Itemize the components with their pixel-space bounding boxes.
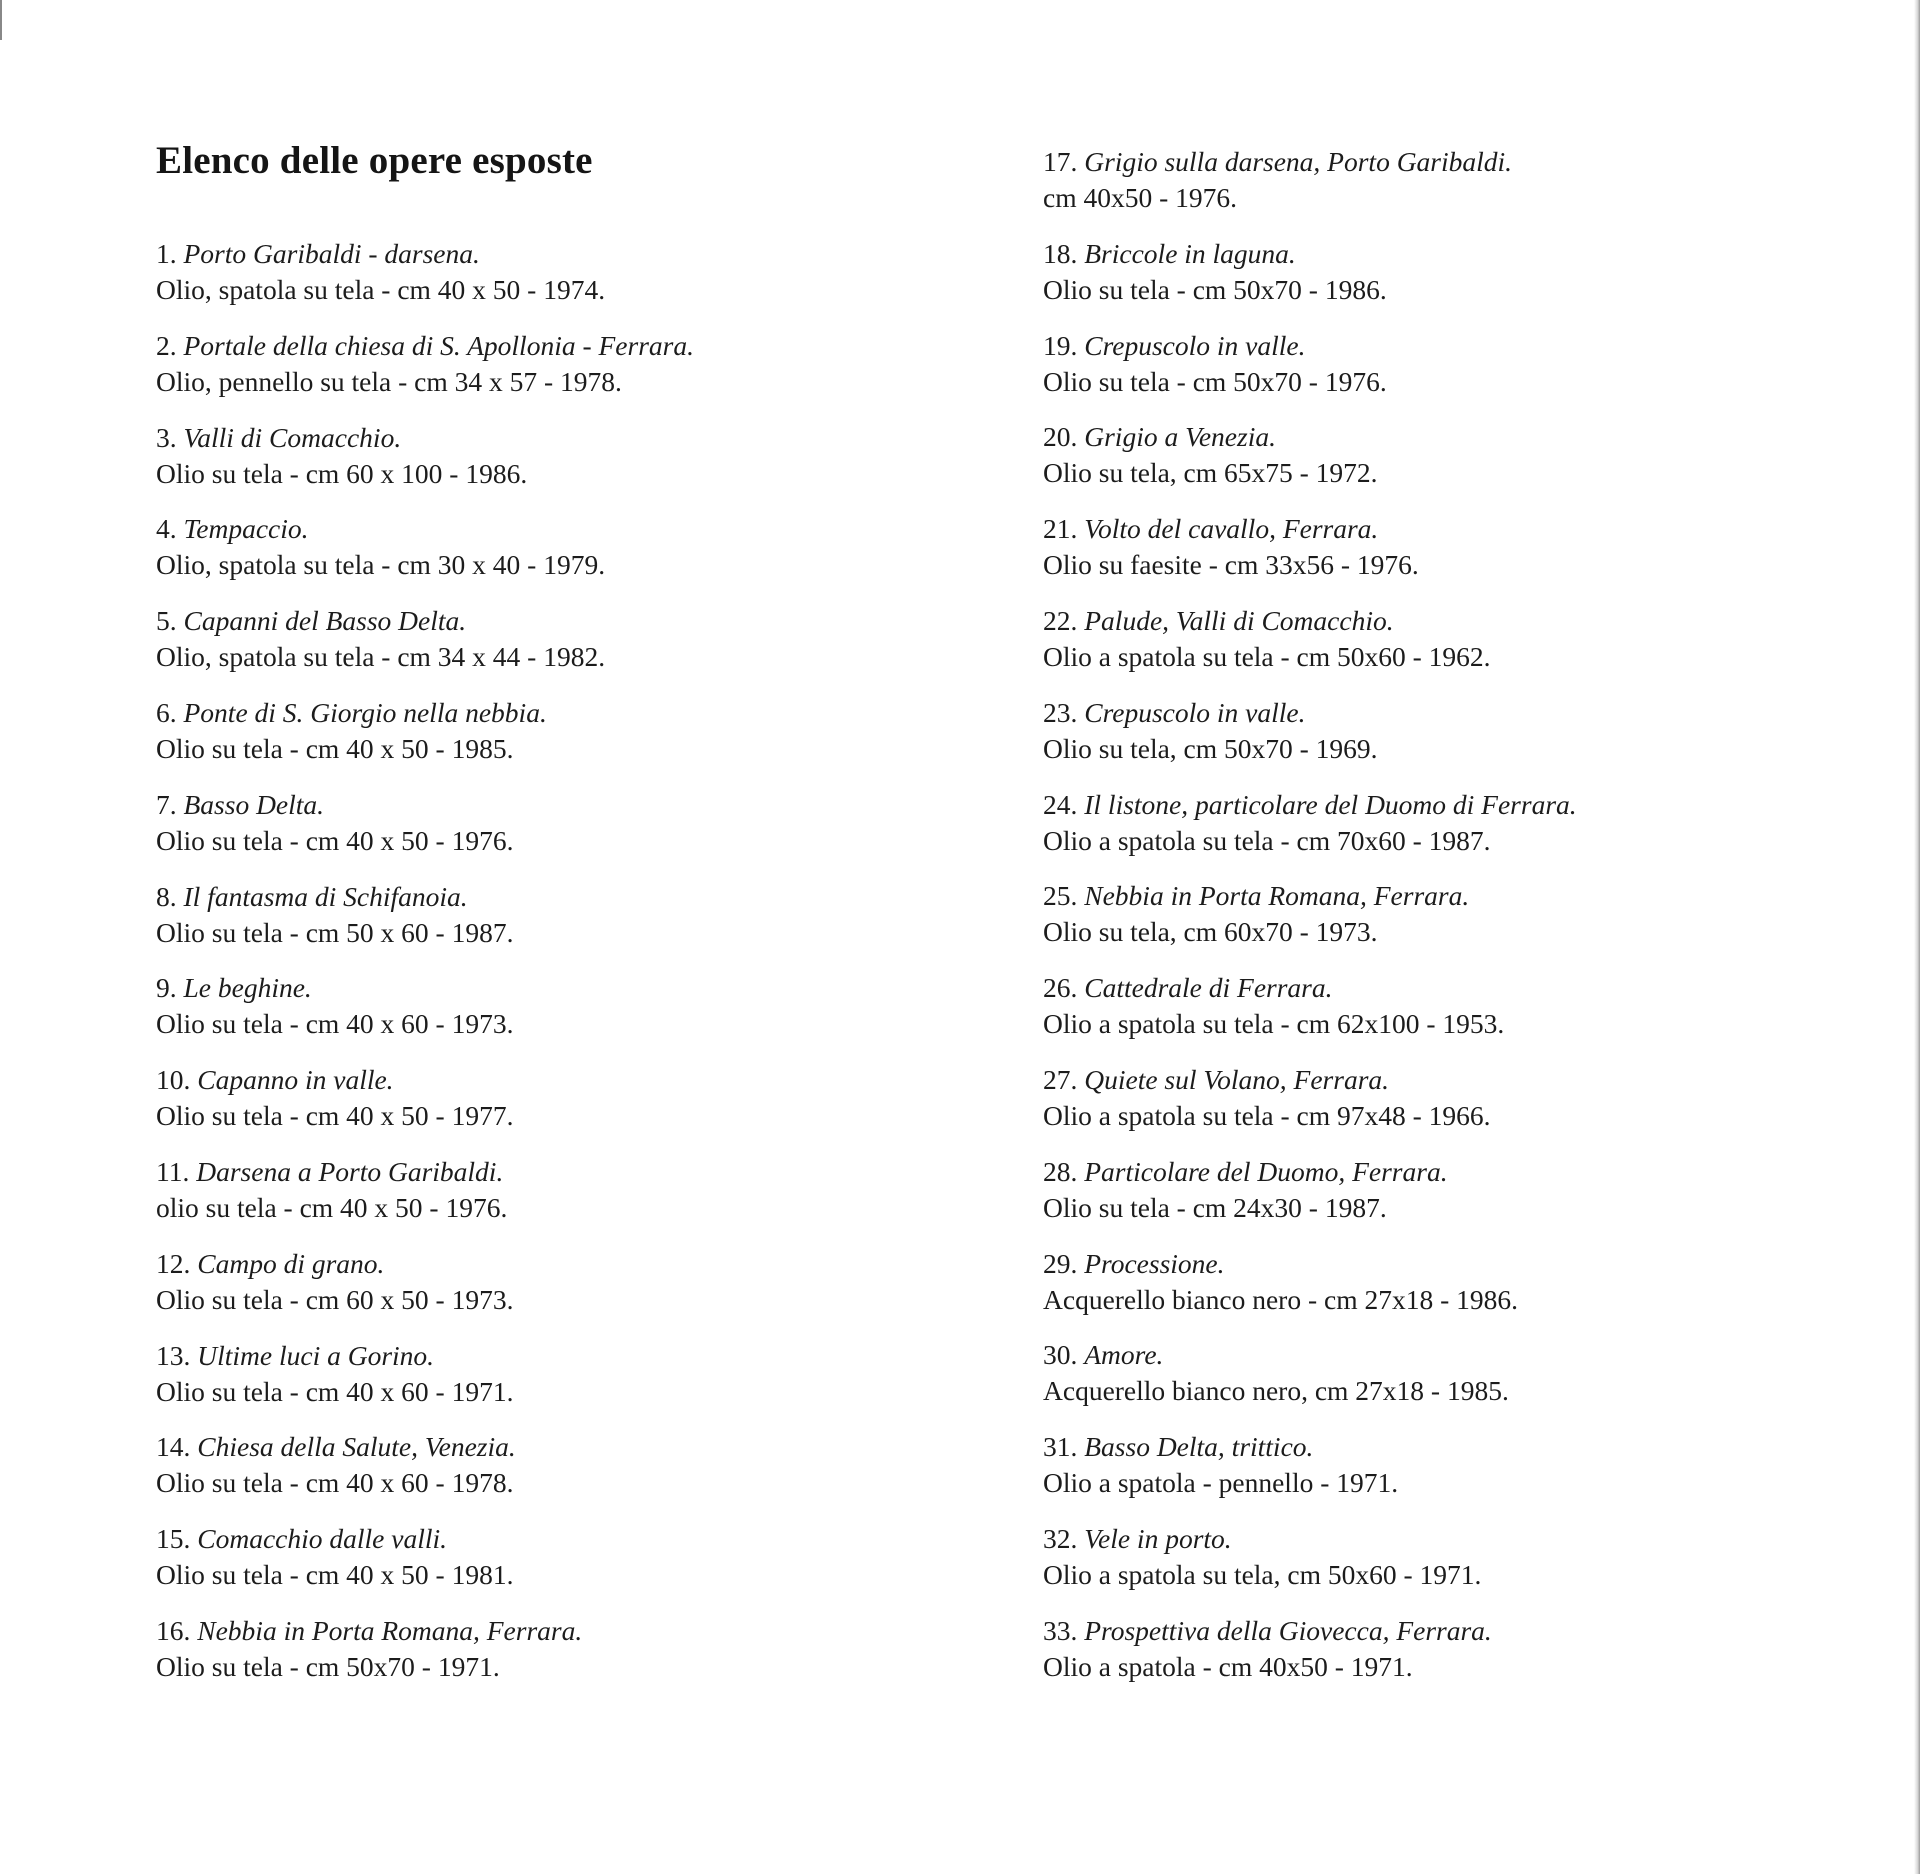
artwork-entry bbox=[156, 1521, 513, 1593]
artwork-details: Olio a spatola - pennello - 1971. bbox=[1043, 1467, 1399, 1499]
artwork-heading bbox=[156, 511, 605, 547]
artwork-title: Basso Delta, trittico. bbox=[1084, 1431, 1314, 1463]
artwork-title: Portale della chiesa di S. Apollonia - Ferrara. bbox=[183, 329, 694, 361]
artwork-heading bbox=[156, 787, 513, 823]
artwork-number: 14. bbox=[156, 1431, 191, 1463]
artwork-details: Olio, spatola su tela - cm 40 x 50 - 1974. bbox=[156, 274, 606, 305]
artwork-heading bbox=[1043, 695, 1378, 731]
artwork-number: 31. bbox=[1043, 1431, 1078, 1463]
artwork-heading bbox=[156, 603, 605, 639]
artwork-number: 6. bbox=[156, 697, 177, 728]
artwork-title: Capanno in valle. bbox=[197, 1064, 394, 1096]
artwork-heading bbox=[1043, 603, 1491, 639]
artwork-title: Il fantasma di Schifanoia. bbox=[183, 880, 468, 912]
artwork-entry bbox=[156, 603, 605, 675]
artwork-number: 19. bbox=[1043, 329, 1078, 361]
artwork-heading bbox=[1043, 787, 1577, 823]
artwork-entry bbox=[156, 787, 513, 859]
artwork-heading bbox=[156, 970, 513, 1006]
artwork-title: Le beghine. bbox=[183, 972, 312, 1004]
artwork-title: Basso Delta. bbox=[183, 788, 325, 820]
artwork-number: 11. bbox=[156, 1156, 190, 1187]
artwork-entry bbox=[1043, 1337, 1509, 1409]
page-edge-shadow bbox=[1914, 0, 1920, 1874]
artwork-heading bbox=[1043, 511, 1419, 547]
artwork-entry bbox=[156, 1246, 513, 1318]
artwork-number: 13. bbox=[156, 1339, 191, 1371]
artwork-title: Ponte di S. Giorgio nella nebbia. bbox=[183, 697, 547, 728]
artwork-title: Cattedrale di Ferrara. bbox=[1084, 972, 1333, 1004]
artwork-heading bbox=[156, 1062, 513, 1098]
artwork-title: Capanni del Basso Delta. bbox=[183, 605, 467, 637]
artwork-entry bbox=[156, 1429, 516, 1501]
artwork-number: 9. bbox=[156, 972, 177, 1004]
artwork-details: Olio su tela - cm 40 x 50 - 1977. bbox=[156, 1100, 514, 1132]
artwork-details: Acquerello bianco nero, cm 27x18 - 1985. bbox=[1043, 1375, 1509, 1407]
artwork-heading bbox=[156, 695, 547, 731]
artwork-entry bbox=[156, 420, 527, 492]
artwork-entry bbox=[156, 328, 694, 400]
artwork-details: Olio su tela - cm 40 x 50 - 1985. bbox=[156, 733, 514, 764]
artwork-entry bbox=[1043, 1246, 1518, 1318]
artwork-number: 3. bbox=[156, 421, 177, 453]
artwork-details: Olio a spatola su tela - cm 50x60 - 1962. bbox=[1043, 641, 1491, 672]
artwork-heading bbox=[156, 1613, 582, 1649]
artwork-number: 1. bbox=[156, 238, 177, 269]
page-edge-mark bbox=[0, 0, 2, 40]
artwork-details: Olio su tela - cm 40 x 50 - 1976. bbox=[156, 824, 514, 856]
artwork-heading bbox=[1043, 1337, 1509, 1373]
artwork-title: Nebbia in Porta Romana, Ferrara. bbox=[1084, 880, 1470, 912]
artwork-entry bbox=[1043, 787, 1577, 859]
artwork-details: Olio, spatola su tela - cm 34 x 44 - 1982. bbox=[156, 641, 606, 673]
artwork-heading bbox=[1043, 1429, 1398, 1465]
artwork-title: Quiete sul Volano, Ferrara. bbox=[1084, 1064, 1390, 1095]
artwork-title: Il listone, particolare del Duomo di Ferrara. bbox=[1084, 788, 1577, 820]
artwork-details: Olio su tela, cm 60x70 - 1973. bbox=[1043, 916, 1378, 948]
artwork-title: Volto del cavallo, Ferrara. bbox=[1084, 513, 1379, 545]
artwork-number: 22. bbox=[1043, 605, 1078, 636]
artwork-details: olio su tela - cm 40 x 50 - 1976. bbox=[156, 1192, 508, 1223]
artwork-details: Olio su tela - cm 24x30 - 1987. bbox=[1043, 1191, 1387, 1223]
artwork-details: Olio su tela, cm 50x70 - 1969. bbox=[1043, 732, 1378, 764]
artwork-number: 30. bbox=[1043, 1339, 1078, 1371]
artwork-number: 5. bbox=[156, 605, 177, 637]
artwork-title: Particolare del Duomo, Ferrara. bbox=[1084, 1155, 1448, 1187]
artwork-entry bbox=[1043, 878, 1469, 950]
artwork-details: Olio su tela - cm 40 x 60 - 1973. bbox=[156, 1008, 514, 1040]
artwork-entry bbox=[156, 970, 513, 1042]
artwork-details: cm 40x50 - 1976. bbox=[1043, 182, 1238, 213]
artwork-entry bbox=[1043, 419, 1378, 491]
artwork-title: Chiesa della Salute, Venezia. bbox=[197, 1431, 516, 1463]
artwork-heading bbox=[156, 236, 605, 272]
artwork-title: Processione. bbox=[1084, 1247, 1225, 1279]
artwork-details: Olio su tela - cm 60 x 50 - 1973. bbox=[156, 1283, 514, 1315]
artwork-heading bbox=[1043, 328, 1387, 364]
artwork-heading bbox=[156, 328, 694, 364]
artwork-number: 20. bbox=[1043, 421, 1078, 453]
artwork-number: 4. bbox=[156, 513, 177, 545]
artwork-number: 7. bbox=[156, 788, 177, 820]
artwork-details: Olio, spatola su tela - cm 30 x 40 - 1979. bbox=[156, 549, 606, 581]
artwork-details: Olio, pennello su tela - cm 34 x 57 - 1978. bbox=[156, 365, 622, 397]
artwork-entry bbox=[156, 236, 605, 308]
artwork-entry bbox=[1043, 511, 1419, 583]
artwork-heading bbox=[156, 1521, 513, 1557]
artwork-title: Porto Garibaldi - darsena. bbox=[183, 238, 480, 269]
artwork-title: Crepuscolo in valle. bbox=[1084, 696, 1306, 728]
artwork-heading bbox=[156, 1154, 507, 1190]
artwork-number: 23. bbox=[1043, 696, 1078, 728]
artwork-title: Prospettiva della Giovecca, Ferrara. bbox=[1084, 1614, 1492, 1646]
artwork-number: 32. bbox=[1043, 1523, 1078, 1554]
artwork-details: Olio su tela - cm 50x70 - 1986. bbox=[1043, 273, 1387, 305]
artwork-heading bbox=[1043, 970, 1504, 1006]
artwork-title: Ultime luci a Gorino. bbox=[197, 1339, 435, 1371]
artwork-details: Olio su tela - cm 50 x 60 - 1987. bbox=[156, 916, 514, 948]
artwork-number: 33. bbox=[1043, 1614, 1078, 1646]
artwork-title: Amore. bbox=[1084, 1339, 1164, 1371]
artwork-entry bbox=[1043, 1154, 1448, 1226]
artwork-title: Darsena a Porto Garibaldi. bbox=[196, 1156, 504, 1187]
artwork-details: Olio a spatola su tela - cm 62x100 - 1953. bbox=[1043, 1008, 1505, 1040]
artwork-number: 26. bbox=[1043, 972, 1078, 1004]
artwork-details: Olio a spatola su tela, cm 50x60 - 1971. bbox=[1043, 1559, 1482, 1590]
artwork-number: 24. bbox=[1043, 788, 1078, 820]
artwork-heading bbox=[1043, 419, 1378, 455]
artwork-entry bbox=[156, 1154, 507, 1226]
artwork-details: Olio su tela - cm 50x70 - 1976. bbox=[1043, 365, 1387, 397]
artwork-heading bbox=[1043, 144, 1512, 180]
artwork-heading bbox=[1043, 878, 1469, 914]
artwork-title: Tempaccio. bbox=[183, 513, 309, 545]
artwork-number: 21. bbox=[1043, 513, 1078, 545]
artwork-heading bbox=[156, 879, 513, 915]
artwork-title: Valli di Comacchio. bbox=[183, 421, 402, 453]
page-title: Elenco delle opere esposte bbox=[156, 139, 593, 182]
artwork-title: Palude, Valli di Comacchio. bbox=[1084, 605, 1394, 636]
artwork-entry bbox=[1043, 1429, 1398, 1501]
artwork-number: 12. bbox=[156, 1247, 191, 1279]
artwork-details: Olio su tela - cm 50x70 - 1971. bbox=[156, 1651, 500, 1682]
artwork-number: 18. bbox=[1043, 237, 1078, 269]
artwork-number: 25. bbox=[1043, 880, 1078, 912]
artwork-heading bbox=[1043, 1246, 1518, 1282]
artwork-title: Grigio sulla darsena, Porto Garibaldi. bbox=[1084, 146, 1513, 177]
artwork-heading bbox=[1043, 1154, 1448, 1190]
artwork-entry bbox=[156, 879, 513, 951]
artwork-heading bbox=[156, 1338, 513, 1374]
artwork-details: Olio su tela - cm 60 x 100 - 1986. bbox=[156, 457, 528, 489]
artwork-heading bbox=[156, 1429, 516, 1465]
artwork-details: Olio su faesite - cm 33x56 - 1976. bbox=[1043, 549, 1419, 581]
artwork-number: 15. bbox=[156, 1523, 191, 1555]
artwork-heading bbox=[1043, 236, 1387, 272]
artwork-entry bbox=[1043, 328, 1387, 400]
artwork-entry bbox=[1043, 1613, 1492, 1685]
artwork-number: 28. bbox=[1043, 1155, 1078, 1187]
artwork-entry bbox=[1043, 1521, 1481, 1593]
artwork-entry bbox=[1043, 970, 1504, 1042]
artwork-details: Olio a spatola - cm 40x50 - 1971. bbox=[1043, 1650, 1413, 1682]
artwork-details: Olio su tela - cm 40 x 60 - 1971. bbox=[156, 1375, 514, 1407]
artwork-entry bbox=[156, 695, 547, 767]
artwork-details: Acquerello bianco nero - cm 27x18 - 1986. bbox=[1043, 1283, 1518, 1315]
artwork-entry bbox=[1043, 1062, 1491, 1134]
artwork-entry bbox=[1043, 695, 1378, 767]
artwork-heading bbox=[156, 1246, 513, 1282]
artwork-details: Olio su tela, cm 65x75 - 1972. bbox=[1043, 457, 1378, 489]
artwork-entry bbox=[156, 1613, 582, 1685]
artwork-number: 16. bbox=[156, 1615, 191, 1646]
artwork-title: Briccole in laguna. bbox=[1084, 237, 1296, 269]
artwork-entry bbox=[156, 1062, 513, 1134]
artwork-entry bbox=[1043, 236, 1387, 308]
artwork-title: Nebbia in Porta Romana, Ferrara. bbox=[197, 1615, 583, 1646]
artwork-number: 27. bbox=[1043, 1064, 1078, 1095]
artwork-number: 29. bbox=[1043, 1247, 1078, 1279]
artwork-entry bbox=[1043, 603, 1491, 675]
artwork-title: Grigio a Venezia. bbox=[1084, 421, 1276, 453]
artwork-details: Olio a spatola su tela - cm 70x60 - 1987. bbox=[1043, 824, 1491, 856]
artwork-heading bbox=[156, 420, 527, 456]
artwork-entry bbox=[156, 1338, 513, 1410]
artwork-title: Vele in porto. bbox=[1084, 1523, 1232, 1554]
artwork-details: Olio su tela - cm 40 x 50 - 1981. bbox=[156, 1559, 514, 1591]
artwork-title: Comacchio dalle valli. bbox=[197, 1523, 447, 1555]
artwork-heading bbox=[1043, 1521, 1481, 1557]
artwork-entry bbox=[1043, 144, 1512, 216]
artwork-title: Crepuscolo in valle. bbox=[1084, 329, 1306, 361]
artwork-number: 10. bbox=[156, 1064, 191, 1096]
artwork-details: Olio su tela - cm 40 x 60 - 1978. bbox=[156, 1467, 514, 1499]
artwork-title: Campo di grano. bbox=[197, 1247, 385, 1279]
artwork-heading bbox=[1043, 1062, 1491, 1098]
artwork-details: Olio a spatola su tela - cm 97x48 - 1966. bbox=[1043, 1100, 1491, 1131]
artwork-entry bbox=[156, 511, 605, 583]
artwork-heading bbox=[1043, 1613, 1492, 1649]
artwork-number: 17. bbox=[1043, 146, 1078, 177]
artwork-number: 8. bbox=[156, 880, 177, 912]
artwork-number: 2. bbox=[156, 329, 177, 361]
